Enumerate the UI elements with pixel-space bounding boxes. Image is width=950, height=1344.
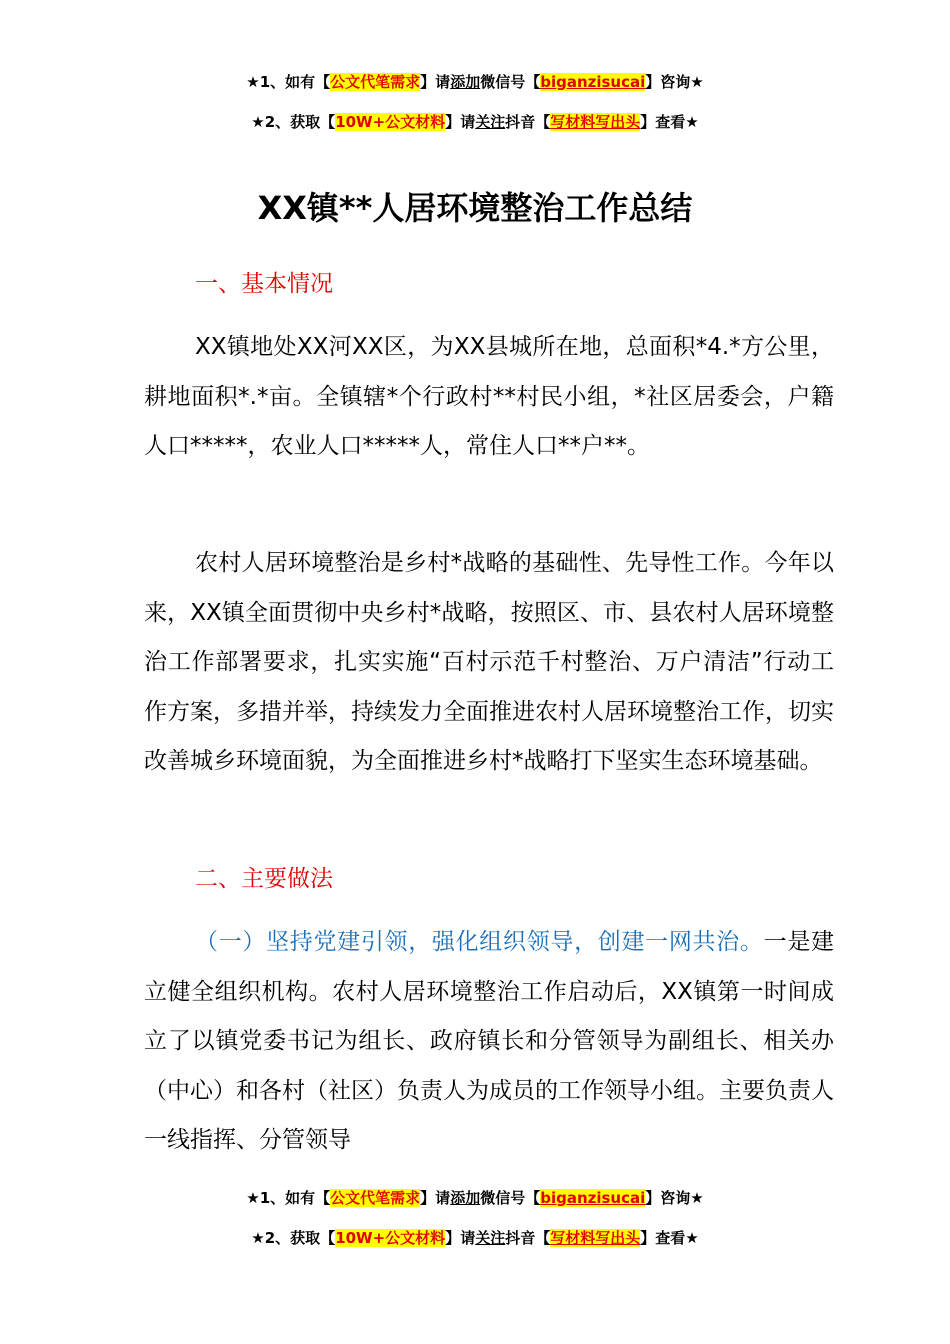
highlight-badge: 公文代笔需求 bbox=[330, 1189, 421, 1207]
emphasis-text: 关注 bbox=[475, 113, 506, 131]
wechat-id: biganzisucai bbox=[540, 1189, 646, 1207]
banner-text: 】请 bbox=[445, 1229, 476, 1247]
banner-text: 】咨询★ bbox=[645, 1189, 704, 1207]
banner-text: 】查看★ bbox=[640, 1229, 699, 1247]
paragraph-practice-1 bbox=[144, 918, 834, 1166]
subsection-heading: （一）坚持党建引领，强化组织领导，创建一网共治。 bbox=[195, 929, 764, 955]
paragraph-basic-info: XX镇地处XX河XX区，为XX县城所在地，总面积*4.*方公里，耕地面积*.*亩。全镇辖*个行政村**村民小组，*社区居委会，户籍人口*****，农业人口*****人，常住人口**户**。 bbox=[144, 334, 834, 460]
banner-text: 】咨询★ bbox=[645, 73, 704, 91]
paragraph-overview: 农村人居环境整治是乡村*战略的基础性、先导性工作。今年以来，XX镇全面贯彻中央乡村*战略，按照区、市、县农村人居环境整治工作部署要求，扎实实施“百村示范千村整治、万户清洁”行动工作方案，多措并举，持续发力全面推进农村人居环境整治工作，切实改善城乡环境面貌，为全面推进乡村*战略打下坚实生态环境基础。 bbox=[144, 550, 834, 775]
douyin-id: 写材料写出头 bbox=[550, 1229, 641, 1247]
wechat-id: biganzisucai bbox=[540, 73, 646, 91]
banner-text: ★1、如有【 bbox=[246, 73, 331, 91]
highlight-badge: 10W+公文材料 bbox=[335, 1229, 446, 1247]
promo-banner-top-line2 bbox=[0, 111, 950, 133]
section-heading-main-practices: 二、主要做法 bbox=[195, 866, 333, 892]
banner-text: 】请 bbox=[445, 113, 476, 131]
emphasis-text: 关注 bbox=[475, 1229, 506, 1247]
emphasis-text: 添加 bbox=[450, 1189, 481, 1207]
highlight-badge: 公文代笔需求 bbox=[330, 73, 421, 91]
document-title: XX镇**人居环境整治工作总结 bbox=[257, 189, 693, 227]
banner-text: 】请 bbox=[420, 73, 451, 91]
promo-banner-bottom-line1 bbox=[0, 1187, 950, 1209]
banner-text: ★2、获取【 bbox=[251, 113, 336, 131]
paragraph-body: 一是建立健全组织机构。农村人居环境整治工作启动后，XX镇第一时间成立了以镇党委书记为组长、政府镇长和分管领导为副组长、相关办（中心）和各村（社区）负责人为成员的工作领导小组。主要负责人一线指挥、分管领导 bbox=[144, 929, 835, 1154]
promo-banner-bottom-line2 bbox=[0, 1227, 950, 1249]
banner-text: 】请 bbox=[420, 1189, 451, 1207]
banner-text: 微信号【 bbox=[480, 73, 541, 91]
section-heading-basic-info: 一、基本情况 bbox=[195, 271, 333, 297]
banner-text: ★2、获取【 bbox=[251, 1229, 336, 1247]
banner-text: 抖音【 bbox=[505, 1229, 551, 1247]
emphasis-text: 添加 bbox=[450, 73, 481, 91]
highlight-badge: 10W+公文材料 bbox=[335, 113, 446, 131]
promo-banner-top-line1 bbox=[0, 71, 950, 93]
banner-text: 】查看★ bbox=[640, 113, 699, 131]
douyin-id: 写材料写出头 bbox=[550, 113, 641, 131]
banner-text: 抖音【 bbox=[505, 113, 551, 131]
banner-text: ★1、如有【 bbox=[246, 1189, 331, 1207]
banner-text: 微信号【 bbox=[480, 1189, 541, 1207]
